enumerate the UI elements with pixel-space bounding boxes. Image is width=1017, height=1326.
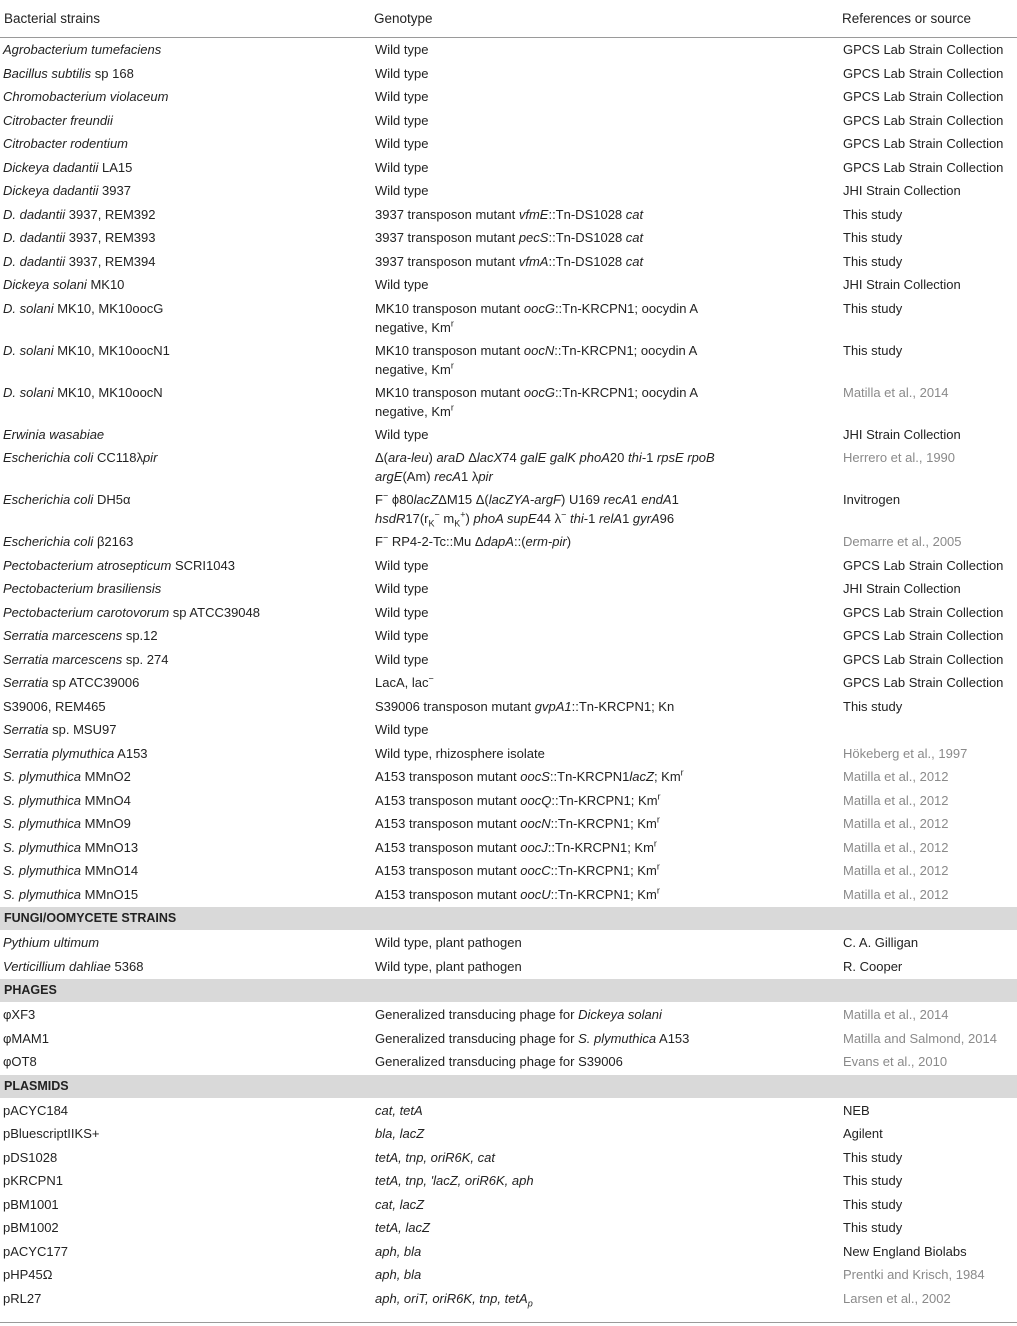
genotype-cell: Generalized transducing phage for S. plymuthica A153 [375, 1030, 690, 1046]
source-cell: This study [843, 698, 903, 714]
genotype-cell: 3937 transposon mutant vfmE::Tn-DS1028 cat [375, 206, 644, 222]
strain-name-cell: D. solani MK10, MK10oocN [3, 384, 163, 400]
strain-name-cell: S39006, REM465 [3, 698, 106, 714]
table-row [0, 1263, 1017, 1287]
genotype-cell: Wild type [375, 277, 429, 292]
genotype-cell: Wild type [375, 557, 429, 573]
source-cell: NEB [843, 1102, 870, 1118]
strain-name-cell: D. dadantii 3937, REM393 [3, 230, 156, 245]
genotype-cell: bla, lacZ [375, 1126, 425, 1141]
table-header-row [0, 0, 1017, 38]
genotype-cell: cat, tetA [375, 1102, 423, 1118]
source-cell: GPCS Lab Strain Collection [843, 42, 1004, 57]
source-cell: JHI Strain Collection [843, 183, 961, 198]
table-row [0, 1122, 1017, 1146]
genotype-cell: F− ϕ80lacZΔM15 Δ(lacZYA-argF) U169 recA1 endA1 $hsdR17(r_K^-$ $m_K^+$) phoA supE44 λ− thi-1 relA1 gyrA96 [375, 490, 679, 529]
genotype-cell: aph, bla [375, 1267, 422, 1282]
table-row [0, 931, 1017, 955]
strain-name-cell: Serratia sp ATCC39006 [3, 675, 140, 690]
source-cell: Invitrogen [843, 492, 901, 507]
table-row [0, 1027, 1017, 1051]
strain-name-cell: Dickeya solani MK10 [3, 277, 125, 292]
table-row [0, 1098, 1017, 1122]
genotype-cell: A153 transposon mutant oocN::Tn-KRCPN1; Km$^r$ [375, 814, 660, 831]
genotype-cell: tetA, tnp, oriR6K, cat [375, 1149, 495, 1165]
table-row [0, 85, 1017, 109]
source-cell: This study [843, 342, 903, 358]
strain-name-cell: pRL27 [3, 1290, 42, 1306]
genotype-cell: F− RP4-2-Tc::Mu ΔdapA::(erm-pir) [375, 532, 572, 549]
strain-name-cell: Pectobacterium atrosepticum SCRI1043 [3, 557, 235, 573]
strain-name-cell: S. plymuthica MMnO15 [3, 886, 139, 902]
source-cell[interactable]: Larsen et al., 2002 [843, 1290, 951, 1306]
genotype-cell: aph, oriT, oriR6K, tnp, tetA$_p$ [375, 1290, 533, 1309]
source-cell: This study [843, 1173, 903, 1188]
genotype-cell: Wild type [375, 722, 429, 737]
source-cell [838, 718, 1017, 742]
genotype-cell: Wild type [375, 159, 429, 175]
genotype-cell: Wild type [375, 42, 429, 57]
section-title: FUNGI/OOMYCETE STRAINS [0, 907, 1017, 931]
source-cell: GPCS Lab Strain Collection [843, 557, 1004, 573]
genotype-cell: Wild type [375, 604, 429, 620]
source-cell[interactable]: Matilla and Salmond, 2014 [843, 1030, 997, 1046]
genotype-cell: Wild type [375, 426, 429, 442]
source-cell: GPCS Lab Strain Collection [843, 604, 1004, 620]
table-row [0, 530, 1017, 554]
source-cell[interactable]: Matilla et al., 2012 [843, 886, 949, 902]
header-source: References or source [838, 0, 1017, 38]
table-row [0, 836, 1017, 860]
source-cell: This study [843, 1149, 903, 1165]
source-cell: This study [843, 206, 903, 222]
table-bottom-rule [0, 1322, 1017, 1323]
genotype-cell: MK10 transposon mutant oocG::Tn-KRCPN1; oocydin A negative, Km$^r$ [375, 300, 698, 335]
table-row [0, 488, 1017, 530]
source-cell[interactable]: Demarre et al., 2005 [843, 534, 962, 549]
strain-name-cell: Chromobacterium violaceum [3, 89, 169, 104]
strain-name-cell: Citrobacter rodentium [3, 136, 128, 151]
genotype-cell: tetA, tnp, 'lacZ, oriR6K, aph [375, 1173, 534, 1188]
genotype-cell: aph, bla [375, 1243, 422, 1259]
strain-name-cell: S. plymuthica MMnO14 [3, 863, 139, 878]
table-row [0, 250, 1017, 274]
table-row [0, 671, 1017, 695]
section-title: PLASMIDS [0, 1074, 1017, 1098]
section-title: PHAGES [0, 979, 1017, 1003]
source-cell: GPCS Lab Strain Collection [843, 159, 1004, 175]
genotype-cell: MK10 transposon mutant oocN::Tn-KRCPN1; oocydin A negative, Km$^r$ [375, 342, 698, 377]
source-cell[interactable]: Herrero et al., 1990 [843, 450, 956, 465]
table-row [0, 812, 1017, 836]
source-cell: This study [843, 300, 903, 316]
table-row [0, 273, 1017, 297]
source-cell: GPCS Lab Strain Collection [843, 136, 1004, 151]
genotype-cell: Generalized transducing phage for S39006 [375, 1054, 623, 1069]
table-row [0, 38, 1017, 62]
table-row [0, 1240, 1017, 1264]
source-cell[interactable]: Matilla et al., 2012 [843, 816, 949, 831]
strain-name-cell: D. solani MK10, MK10oocN1 [3, 342, 170, 358]
source-cell[interactable]: Matilla et al., 2012 [843, 863, 949, 878]
table-row [0, 179, 1017, 203]
table-row [0, 1287, 1017, 1311]
table-row [0, 1003, 1017, 1027]
source-cell: This study [843, 230, 903, 245]
strain-name-cell: Serratia plymuthica A153 [3, 745, 148, 761]
table-row [0, 1193, 1017, 1217]
strain-name-cell: pKRCPN1 [3, 1173, 63, 1188]
genotype-cell: Wild type [375, 65, 429, 81]
source-cell: This study [843, 1220, 903, 1235]
strain-name-cell: pDS1028 [3, 1149, 58, 1165]
table-row [0, 446, 1017, 488]
genotype-cell: 3937 transposon mutant pecS::Tn-DS1028 cat [375, 230, 644, 245]
source-cell: This study [843, 253, 903, 269]
strain-name-cell: pHP45Ω [3, 1267, 53, 1282]
strain-name-cell: S. plymuthica MMnO9 [3, 816, 131, 831]
table-row [0, 226, 1017, 250]
source-cell[interactable]: Hökeberg et al., 1997 [843, 745, 968, 761]
table-row [0, 883, 1017, 907]
genotype-cell: tetA, lacZ [375, 1220, 430, 1235]
source-cell[interactable]: Matilla et al., 2012 [843, 839, 949, 855]
strain-name-cell: pBluescriptIIKS+ [3, 1126, 100, 1141]
strain-name-cell: Pectobacterium brasiliensis [3, 581, 162, 596]
source-cell: GPCS Lab Strain Collection [843, 65, 1004, 81]
source-cell: This study [843, 1196, 903, 1212]
table-body [0, 38, 1017, 1311]
genotype-cell: Wild type [375, 581, 429, 596]
table-row [0, 624, 1017, 648]
genotype-cell: cat, lacZ [375, 1196, 425, 1212]
source-cell: Agilent [843, 1126, 883, 1141]
source-cell: R. Cooper [843, 958, 903, 974]
table-row [0, 132, 1017, 156]
table-row [0, 62, 1017, 86]
strain-name-cell: D. solani MK10, MK10oocG [3, 300, 164, 316]
table-row [0, 601, 1017, 625]
table-row [0, 859, 1017, 883]
table-row [0, 1216, 1017, 1240]
genotype-cell: 3937 transposon mutant vfmA::Tn-DS1028 cat [375, 253, 644, 269]
genotype-cell: Wild type [375, 89, 429, 104]
table-row [0, 554, 1017, 578]
table-row [0, 1146, 1017, 1170]
source-cell: GPCS Lab Strain Collection [843, 628, 1004, 643]
strain-name-cell: Agrobacterium tumefaciens [3, 42, 162, 57]
table-row [0, 381, 1017, 423]
genotype-cell: Δ(ara-leu) araD ΔlacX74 galE galK phoA20 thi-1 rpsE rpoB argE(Am) recA1 λpir [375, 450, 715, 484]
source-cell[interactable]: Evans et al., 2010 [843, 1054, 948, 1069]
strain-name-cell: pBM1002 [3, 1220, 59, 1235]
header-strain: Bacterial strains [0, 0, 370, 38]
source-cell: C. A. Gilligan [843, 935, 919, 950]
source-cell: GPCS Lab Strain Collection [843, 675, 1004, 690]
header-genotype: Genotype [370, 0, 838, 38]
source-cell: JHI Strain Collection [843, 581, 961, 596]
strain-name-cell: Dickeya dadantii 3937 [3, 183, 131, 198]
strain-name-cell: D. dadantii 3937, REM392 [3, 206, 156, 222]
genotype-cell: Wild type, plant pathogen [375, 958, 522, 974]
genotype-cell: Wild type [375, 136, 429, 151]
section-header-row [0, 907, 1017, 931]
source-cell: GPCS Lab Strain Collection [843, 112, 1004, 128]
strain-name-cell: φXF3 [3, 1007, 36, 1022]
genotype-cell: MK10 transposon mutant oocG::Tn-KRCPN1; oocydin A negative, Km$^r$ [375, 384, 698, 419]
genotype-cell: Wild type [375, 112, 429, 128]
genotype-cell: A153 transposon mutant oocQ::Tn-KRCPN1; Km$^r$ [375, 791, 661, 808]
strain-name-cell: Pythium ultimum [3, 935, 100, 950]
source-cell: GPCS Lab Strain Collection [843, 651, 1004, 667]
source-cell[interactable]: Matilla et al., 2012 [843, 792, 949, 808]
table-row [0, 156, 1017, 180]
table-row [0, 577, 1017, 601]
source-cell: JHI Strain Collection [843, 426, 961, 442]
strain-name-cell: Verticillium dahliae 5368 [3, 958, 144, 974]
source-cell: GPCS Lab Strain Collection [843, 89, 1004, 104]
section-header-row [0, 1074, 1017, 1098]
genotype-cell: Wild type [375, 651, 429, 667]
strain-name-cell: S. plymuthica MMnO4 [3, 792, 131, 808]
genotype-cell: Generalized transducing phage for Dickeya solani [375, 1007, 662, 1022]
strain-name-cell: pBM1001 [3, 1196, 59, 1212]
strain-name-cell: D. dadantii 3937, REM394 [3, 253, 156, 269]
genotype-cell: Wild type [375, 628, 429, 643]
genotype-cell: Wild type, rhizosphere isolate [375, 745, 545, 761]
strain-name-cell: S. plymuthica MMnO13 [3, 839, 139, 855]
strain-name-cell: S. plymuthica MMnO2 [3, 769, 131, 784]
genotype-cell: A153 transposon mutant oocJ::Tn-KRCPN1; Km$^r$ [375, 838, 657, 855]
genotype-cell: S39006 transposon mutant gvpA1::Tn-KRCPN1; Kn [375, 698, 675, 714]
table-row [0, 789, 1017, 813]
strain-name-cell: Pectobacterium carotovorum sp ATCC39048 [3, 604, 260, 620]
genotype-cell: A153 transposon mutant oocU::Tn-KRCPN1; Km$^r$ [375, 885, 660, 902]
table-row [0, 203, 1017, 227]
table-row [0, 648, 1017, 672]
table-row [0, 742, 1017, 766]
genotype-cell: LacA, lac− [375, 673, 434, 690]
strain-name-cell: Dickeya dadantii LA15 [3, 159, 133, 175]
table-row [0, 765, 1017, 789]
strain-name-cell: pACYC177 [3, 1243, 69, 1259]
source-cell[interactable]: Matilla et al., 2014 [843, 384, 949, 400]
source-cell[interactable]: Prentki and Krisch, 1984 [843, 1267, 985, 1282]
strain-name-cell: Serratia marcescens sp. 274 [3, 651, 169, 667]
table-row [0, 109, 1017, 133]
strain-name-cell: φMAM1 [3, 1030, 49, 1046]
genotype-cell: A153 transposon mutant oocS::Tn-KRCPN1lacZ; Km$^r$ [375, 767, 684, 784]
genotype-cell: Wild type [375, 183, 429, 198]
table-row [0, 339, 1017, 381]
strain-name-cell: Serratia sp. MSU97 [3, 722, 117, 737]
source-cell[interactable]: Matilla et al., 2012 [843, 769, 949, 784]
table-row [0, 423, 1017, 447]
table-row [0, 718, 1017, 742]
strain-name-cell: Escherichia coli CC118λpir [3, 450, 158, 465]
strain-name-cell: Escherichia coli DH5α [3, 492, 131, 507]
table-row [0, 695, 1017, 719]
source-cell: JHI Strain Collection [843, 277, 961, 292]
strain-name-cell: Erwinia wasabiae [3, 426, 105, 442]
table-row [0, 297, 1017, 339]
genotype-cell: A153 transposon mutant oocC::Tn-KRCPN1; Km$^r$ [375, 861, 660, 878]
section-header-row [0, 979, 1017, 1003]
strain-name-cell: φOT8 [3, 1054, 37, 1069]
strain-name-cell: pACYC184 [3, 1102, 69, 1118]
table-row [0, 955, 1017, 979]
source-cell[interactable]: Matilla et al., 2014 [843, 1007, 949, 1022]
table-row [0, 1050, 1017, 1074]
strain-name-cell: Bacillus subtilis sp 168 [3, 65, 134, 81]
table-row [0, 1169, 1017, 1193]
strain-name-cell: Escherichia coli β2163 [3, 534, 134, 549]
strain-name-cell: Citrobacter freundii [3, 112, 113, 128]
genotype-cell: Wild type, plant pathogen [375, 935, 522, 950]
strain-name-cell: Serratia marcescens sp.12 [3, 628, 158, 643]
source-cell: New England Biolabs [843, 1243, 967, 1259]
